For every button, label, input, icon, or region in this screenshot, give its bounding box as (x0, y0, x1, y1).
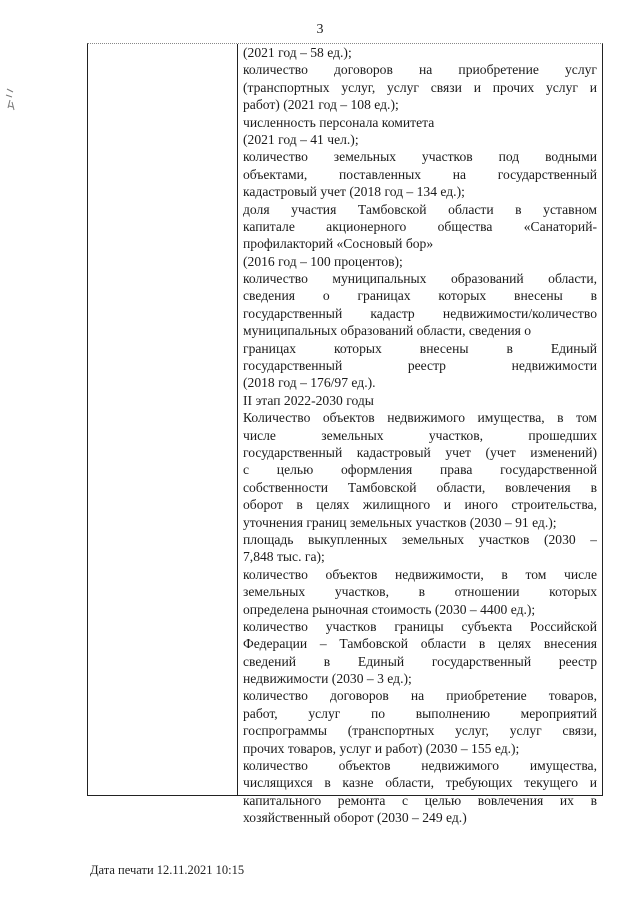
text-line: числе земельных участков, прошедших (243, 427, 597, 443)
text-line: государственный кадастр недвижимости/количество (243, 305, 597, 321)
text-line: работ, услуг по выполнению мероприятий (243, 705, 597, 721)
indicators-text-column (243, 44, 597, 826)
text-line: численность персонала комитета (243, 114, 435, 130)
text-line: кадастровый учет (2018 год – 134 ед.); (243, 184, 465, 200)
text-line: Федерации – Тамбовской области в целях внесения (243, 636, 597, 652)
text-line: 7,848 тыс. га); (243, 549, 325, 565)
text-line: объектами, поставленных на государственный (243, 166, 597, 182)
text-line: прочих товаров, услуг и работ) (2030 – 155 ед.); (243, 740, 520, 756)
text-line: площадь выкупленных земельных участков (2030 – (243, 531, 597, 547)
text-line: количество объектов недвижимого имущества, (243, 758, 597, 774)
margin-scribble-icon (4, 86, 18, 116)
text-line: (2021 год – 58 ед.); (243, 45, 352, 60)
text-line: количество муниципальных образований области, (243, 271, 597, 287)
text-line: госпрограммы (транспортных услуг, услуг связи, (243, 723, 597, 739)
text-line: профилакторий «Сосновый бор» (243, 236, 434, 252)
text-line: недвижимости (2030 – 3 ед.); (243, 671, 412, 687)
text-line: государственный кадастровый учет (учет изменений) (243, 444, 597, 460)
text-line: количество участков границы субъекта Российской (243, 618, 597, 634)
text-line: количество земельных участков под водными (243, 149, 597, 165)
text-line: муниципальных образований области, сведения о (243, 323, 532, 339)
text-line: (2016 год – 100 процентов); (243, 253, 403, 269)
column-divider (237, 44, 238, 795)
text-line: (транспортных услуг, услуг связи и прочих услуг и (243, 79, 597, 95)
text-line: уточнения границ земельных участков (2030 – 91 ед.); (243, 514, 557, 530)
text-line: хозяйственный оборот (2030 – 249 ед.) (243, 810, 467, 826)
text-line: сведения о границах которых внесены в (243, 288, 597, 304)
text-line: Количество объектов недвижимого имущества, в том (243, 410, 597, 426)
text-line: сведений в Единый государственный реестр (243, 653, 597, 669)
text-line: собственности Тамбовской области, вовлечения в (243, 479, 597, 495)
indicators-table (87, 43, 603, 826)
text-line: доля участия Тамбовской области в уставном (243, 201, 597, 217)
text-line: количество договоров на приобретение услуг (243, 62, 597, 78)
text-line: количество договоров на приобретение товаров, (243, 688, 597, 704)
text-line: границах которых внесены в Единый (243, 340, 597, 356)
text-line: работ) (2021 год – 108 ед.); (243, 97, 399, 113)
text-line: с целью оформления права государственной (243, 462, 597, 478)
text-line: количество объектов недвижимости, в том числе (243, 566, 597, 582)
text-line: определена рыночная стоимость (2030 – 4400 ед.); (243, 601, 536, 617)
text-line: (2021 год – 41 чел.); (243, 131, 359, 147)
text-line: (2018 год – 176/97 ед.). (243, 375, 376, 391)
text-line: государственный реестр недвижимости (243, 358, 597, 374)
text-line: земельных участков, в отношении которых (243, 584, 597, 600)
page-number: 3 (316, 22, 324, 37)
text-line: капитального ремонта с целью вовлечения их в (243, 792, 597, 808)
print-date-footer: Дата печати 12.11.2021 10:15 (90, 863, 245, 877)
text-line: капитале акционерного общества «Санаторий- (243, 218, 597, 234)
text-line: II этап 2022-2030 годы (243, 392, 374, 408)
text-line: числящихся в казне области, требующих текущего и (243, 775, 597, 791)
text-line: оборот в целях жилищного и иного строительства, (243, 497, 597, 513)
